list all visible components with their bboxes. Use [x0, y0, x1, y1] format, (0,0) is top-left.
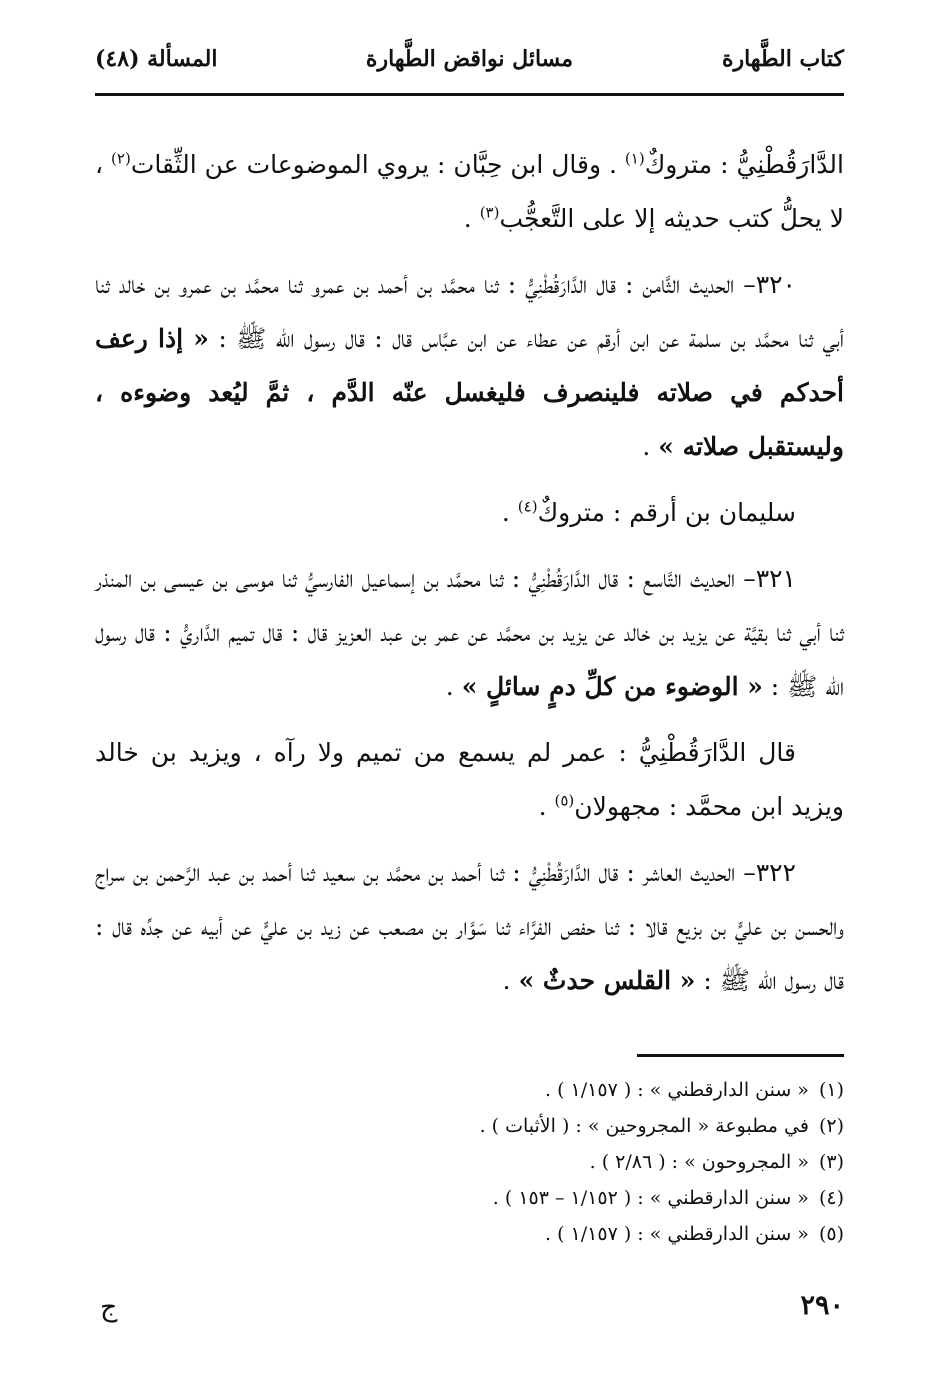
- text-segment: سليمان بن أرقم : متروكٌ: [537, 498, 796, 527]
- footnote-divider: [637, 1054, 844, 1057]
- footnote-number: (٢): [818, 1115, 844, 1137]
- hadith-quote: « القلس حدثٌ »: [518, 966, 696, 995]
- footnote-ref: (٤): [517, 497, 538, 516]
- footnote-ref: (٣): [479, 203, 500, 222]
- hadith-321: [95, 552, 844, 714]
- hadith-quote: « الوضوء من كلِّ دمٍ سائلٍ »: [461, 672, 763, 701]
- text-segment: الدَّارَقُطْنِيُّ : متروكٌ: [644, 150, 844, 179]
- text-segment: ٣٢١– الحديث التَّاسع : قال الدَّارَقُطْنِيُّ : ثنا محمَّد بن إسماعيل الفارسيُّ ثنا موسى بن عيسى بن المنذر ثنا أبي ثنا بقيَّة عن يزيد بن خالد عن يزيد بن محمَّد عن عمر بن عبد العزيز قال : قال تميم الدَّاريُّ : قال رسول الله ﷺ :: [95, 564, 844, 701]
- footnote-ref: (٢): [111, 149, 131, 168]
- footnote-item: [95, 1216, 844, 1252]
- signature-mark: ج: [100, 1292, 118, 1323]
- text-segment: .: [642, 432, 659, 461]
- issue-number: المسألة (٤٨): [95, 46, 218, 72]
- footnote-number: (٣): [818, 1151, 844, 1173]
- footnote-ref: (٥): [554, 791, 575, 810]
- page-number: ٢٩٠: [800, 1290, 844, 1321]
- text-segment: .: [501, 498, 518, 527]
- footnote-item: [95, 1072, 844, 1108]
- paragraph-1: [95, 138, 844, 246]
- paragraph-daraqutni-note: [95, 726, 844, 834]
- text-segment: .: [502, 966, 519, 995]
- footnote-item: [95, 1108, 844, 1144]
- footnote-number: (١): [818, 1079, 844, 1101]
- hadith-320: [95, 258, 844, 474]
- footnote-text: في مطبوعة « المجروحين » : ( الأثبات ) .: [479, 1115, 809, 1137]
- book-title: كتاب الطَّهارة: [721, 46, 844, 72]
- text-segment: .: [463, 204, 480, 233]
- footnote-text: « سنن الدارقطني » : ( ١/١٥٧ ) .: [545, 1223, 809, 1245]
- footnotes: [95, 1072, 844, 1252]
- text-segment: .: [538, 792, 555, 821]
- footnote-number: (٥): [818, 1223, 844, 1245]
- footnote-text: « المجروحون » : ( ٢/٨٦ ) .: [589, 1151, 809, 1173]
- text-segment: قال الدَّارَقُطْنِيُّ : عمر لم يسمع من تميم ولا رآه ، ويزيد بن خالد ويزيد ابن محمَّد : مجهولان: [95, 738, 844, 821]
- footnote-number: (٤): [818, 1187, 844, 1209]
- footnote-text: « سنن الدارقطني » : ( ١/١٥٧ ) .: [545, 1079, 809, 1101]
- text-segment: .: [445, 672, 462, 701]
- text-segment: . وقال ابن حِبَّان : يروي الموضوعات عن الثِّقات: [130, 150, 625, 179]
- hadith-quote: « إذا رعف أحدكم في صلاته فلينصرف فليغسل عنّه الدَّم ، ثمَّ ليُعد وضوءه ، وليستقبل صلاته »: [95, 324, 844, 461]
- footnote-text: « سنن الدارقطني » : ( ١/١٥٢ – ١٥٣ ) .: [492, 1187, 809, 1209]
- text-segment: ٣٢٠– الحديث الثَّامن : قال الدَّارَقُطْنِيُّ : ثنا محمَّد بن أحمد بن عمرو ثنا محمَّد بن عمرو بن خالد ثنا أبي ثنا محمَّد بن سلمة عن ابن أرقم عن عطاء عن ابن عبَّاس قال : قال رسول الله ﷺ :: [95, 270, 844, 353]
- footnote-item: [95, 1144, 844, 1180]
- main-text: [95, 138, 844, 1020]
- header-divider: [95, 93, 844, 96]
- text-segment: ٣٢٢– الحديث العاشر : قال الدَّارَقُطْنِيُّ : ثنا أحمد بن محمَّد بن سعيد ثنا أحمد بن عبد الرَّحمن بن سراج والحسن بن عليٍّ بن بزيع قالا : ثنا حفص الفرَّاء ثنا سَوَّار بن مصعب عن زيد بن عليٍّ عن أبيه عن جدِّه قال : قال رسول الله ﷺ :: [95, 858, 844, 995]
- paragraph-narrator-note: [95, 486, 844, 540]
- text-segment: ، لا يحلُّ كتب حديثه إلا على التَّعجُّب: [95, 150, 844, 233]
- running-header: [95, 40, 844, 80]
- footnote-item: [95, 1180, 844, 1216]
- footnote-ref: (١): [624, 149, 645, 168]
- chapter-title: مسائل نواقض الطَّهارة: [365, 46, 574, 72]
- hadith-322: [95, 846, 844, 1008]
